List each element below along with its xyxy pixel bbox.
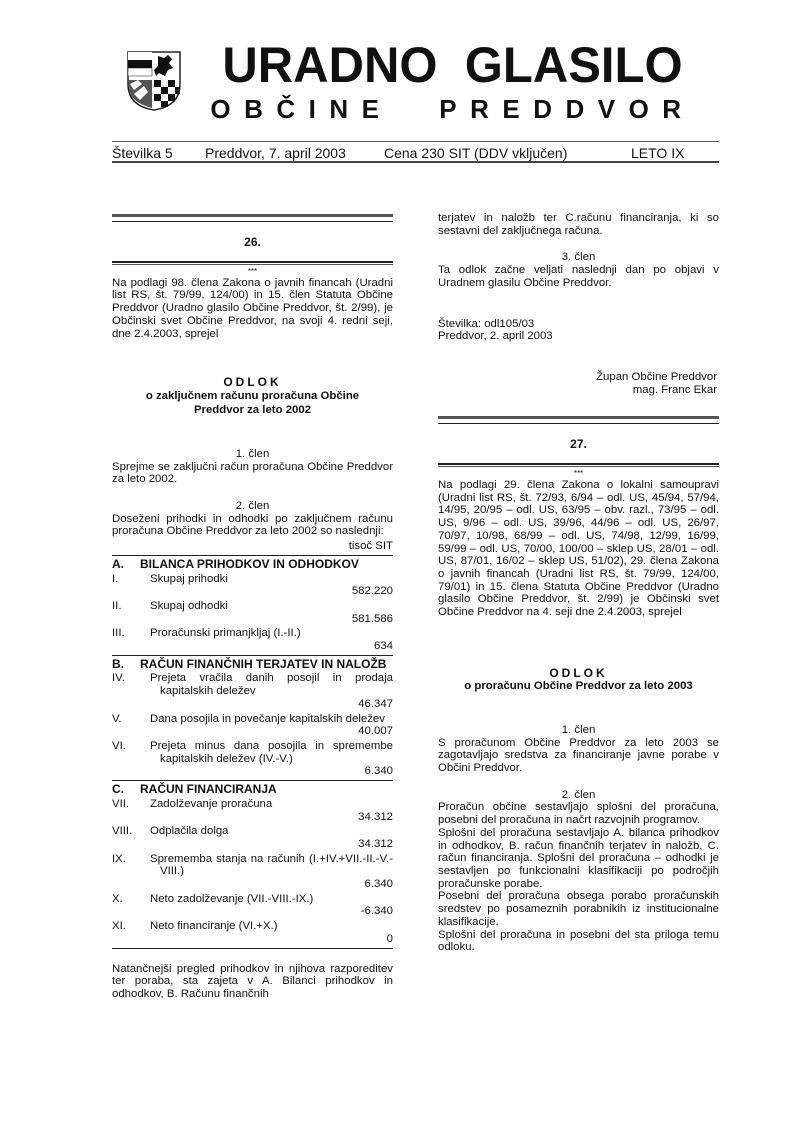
odlok-title: ODLOK xyxy=(549,665,608,680)
masthead-subtitle: OBČINE PREDDVOR xyxy=(210,94,695,124)
row-text: Zadolževanje proračuna xyxy=(150,797,273,810)
row-text: Skupaj prihodki xyxy=(150,572,228,585)
article-text: Ta odlok začne veljati naslednji dan po objavi v Uradnem glasilu Občine Preddvor. xyxy=(438,264,719,289)
table-row xyxy=(112,573,393,598)
row-number: IX. xyxy=(112,852,126,865)
row-text: Proračunski primanjkljaj (I.-II.) xyxy=(150,627,301,640)
odlok-subtitle: Preddvor za leto 2002 xyxy=(193,404,312,417)
article-title: 3. člen xyxy=(561,251,596,264)
row-value: 581.586 xyxy=(351,612,393,625)
table-row xyxy=(112,740,393,778)
divider xyxy=(112,161,719,163)
divider xyxy=(112,655,393,656)
intro-paragraph: Na podlagi 29. člena Zakona o lokalni samoupravi (Uradni list RS, št. 72/93, 6/94 – odl. US, 45/94, 57/94, 14/95, 20/95 – odl. US, 63/95 – obv. razl., 73/95 – odl. US, 9/96 – odl. US, 39/96, 44/96 – odl. US, 26/97, 70/97, 10/98, 68/99 – odl. US, 74/98, 12/99, 16/99, 59/99 – odl. US, 70/00, 100/00 – sklep US, 28/01 – odl. US, 87/01, 16/02 – sklep US, 51/02), 29. člena Zakona o javnih financah (Uradni list RS, št. 79/99, 124/00, 79/01) in 15. člena Statuta Občine Preddvor (Uradno glasilo Občine Preddvor, št. 2/99) je Občinski svet Občine Preddvor na 4. seji dne 2.4.2003, sprejel xyxy=(438,479,719,619)
section-number: 26. xyxy=(244,235,261,249)
issue-number: Številka 5 xyxy=(112,145,173,161)
signer-role: Župan Občine Preddvor xyxy=(596,370,717,383)
separator-stars: *** xyxy=(573,469,584,479)
table-row xyxy=(112,672,393,710)
table-row xyxy=(112,853,393,891)
article-text xyxy=(438,801,719,953)
row-value: 6.340 xyxy=(364,878,393,891)
document-number: Številka: odl105/03 xyxy=(438,317,535,330)
article-title: 2. člen xyxy=(561,788,596,801)
table-row xyxy=(112,713,393,738)
row-value: 582.220 xyxy=(351,585,393,598)
divider xyxy=(112,948,393,949)
divider xyxy=(438,416,719,424)
row-number: VII. xyxy=(112,797,130,810)
masthead-title: URADNO GLASILO xyxy=(222,37,683,93)
issue-place-date: Preddvor, 7. april 2003 xyxy=(205,145,346,161)
signer-name: mag. Franc Ekar xyxy=(632,383,717,396)
article-text: S proračunom Občine Preddvor za leto 2003 se zagotavljajo sredstva za financiranje javne porabe v Občini Preddvor. xyxy=(438,736,719,775)
issue-price: Cena 230 SIT (DDV vključen) xyxy=(384,145,568,161)
section-title: RAČUN FINANCIRANJA xyxy=(140,782,277,797)
row-number: X. xyxy=(112,892,123,905)
unit-label: tisoč SIT xyxy=(348,540,393,553)
section-label: B. xyxy=(112,656,124,671)
section-title: RAČUN FINANČNIH TERJATEV IN NALOŽB xyxy=(140,656,387,671)
row-text: Prejeta minus dana posojila in spremembe kapitalskih deležev (IV.-V.) xyxy=(150,739,393,765)
left-column xyxy=(112,214,393,1001)
row-value: 634 xyxy=(373,640,393,653)
row-value: 6.340 xyxy=(364,765,393,778)
row-number: XI. xyxy=(112,920,126,933)
section-label: C. xyxy=(112,782,124,797)
row-number: II. xyxy=(112,599,122,612)
article-title: 2. člen xyxy=(235,500,270,513)
table-row xyxy=(112,920,393,945)
article-text: Doseženi prihodki in odhodki po zaključnem računu proračuna Občine Preddvor za leto 2002 so naslednji: xyxy=(112,512,393,538)
row-text: Skupaj odhodki xyxy=(150,599,228,612)
article-text: Sprejme se zaključni račun proračuna Občine Preddvor za leto 2002. xyxy=(112,460,393,486)
odlok-subtitle: o zaključnem računu proračuna Občine xyxy=(145,389,360,402)
row-text: Dana posojila in povečanje kapitalskih deležev xyxy=(150,712,385,725)
row-number: VIII. xyxy=(112,825,133,838)
article-title: 1. člen xyxy=(235,447,270,460)
row-number: V. xyxy=(112,712,122,725)
row-text: Neto zadolževanje (VII.-VIII.-IX.) xyxy=(150,892,314,905)
row-number: VI. xyxy=(112,739,126,752)
odlok-subtitle: o proračunu Občine Preddvor za leto 2003 xyxy=(464,680,693,693)
section-label: A. xyxy=(112,556,124,571)
row-text: Neto financiranje (VI.+X.) xyxy=(150,920,278,933)
table-row xyxy=(112,798,393,823)
table-section-heading xyxy=(112,558,393,571)
continuation-paragraph: terjatev in naložb ter C.računu financiranja, ki so sestavni del zaključnega računa. xyxy=(438,212,719,237)
row-number: IV. xyxy=(112,672,125,685)
separator-stars: *** xyxy=(247,266,258,276)
document-place-date: Preddvor, 2. april 2003 xyxy=(438,330,553,343)
row-number: III. xyxy=(112,627,125,640)
row-number: I. xyxy=(112,572,119,585)
row-text: Sprememba stanja na računih (I.+IV.+VII.-II.-V.-VIII.) xyxy=(150,852,393,878)
row-value: 0 xyxy=(386,932,393,945)
odlok-title: ODLOK xyxy=(223,375,282,390)
row-value: 40.007 xyxy=(358,725,393,738)
divider xyxy=(438,463,719,467)
divider xyxy=(112,214,393,222)
intro-paragraph: Na podlagi 98. člena Zakona o javnih financah (Uradni list RS, št. 79/99, 124/00) in 15. člen Statuta Občine Preddvor (Uradno glasilo Občine Preddvor, št. 2/99), je Občinski svet Občine Preddvor, na svoji 4. redni seji, dne 2.4.2003, sprejel xyxy=(112,276,393,340)
row-text: Prejeta vračila danih posojil in prodaja kapitalskih deležev xyxy=(150,672,393,698)
paragraph: Proračun občine sestavljajo splošni del proračuna, posebni del proračuna in načrt razvojnih programov. xyxy=(438,801,719,827)
row-text: Odplačila dolga xyxy=(150,825,229,838)
divider xyxy=(112,261,393,265)
paragraph: Splošni del proračuna sestavljajo A. bilanca prihodkov in odhodkov, B. račun finančnih terjatev in naložb, C. račun financiranja. Splošni del proračuna – odhodki je sestavljen po funkcionalni klasifikaciji po področjih proračunske porabe. xyxy=(438,826,719,890)
paragraph: Posebni del proračuna obsega porabo proračunskih sredstev po posameznih porabnikih iz institucionalne klasifikacije. xyxy=(438,890,719,928)
table-section-heading xyxy=(112,658,393,671)
table-row xyxy=(112,627,393,652)
row-value: 34.312 xyxy=(358,837,393,850)
divider xyxy=(112,555,393,556)
article-title: 1. člen xyxy=(561,723,596,736)
section-number: 27. xyxy=(570,437,587,452)
right-column xyxy=(438,212,719,954)
divider xyxy=(112,141,719,142)
table-row xyxy=(112,893,393,918)
closing-paragraph: Natančnejši pregled prihodkov in njihova razporeditev ter poraba, sta zajeta v A. Bilanci prihodkov in odhodkov, B. Računu finančnih xyxy=(112,962,393,1000)
budget-table xyxy=(112,555,393,946)
table-section-heading xyxy=(112,783,393,796)
row-value: -6.340 xyxy=(360,905,393,918)
issue-year: LETO IX xyxy=(631,145,685,161)
section-title: BILANCA PRIHODKOV IN ODHODKOV xyxy=(140,556,359,571)
coat-of-arms-logo xyxy=(126,50,182,112)
table-row xyxy=(112,600,393,625)
table-row xyxy=(112,825,393,850)
divider xyxy=(112,780,393,781)
row-value: 46.347 xyxy=(358,697,393,710)
paragraph: Splošni del proračuna in posebni del sta priloga temu odloku. xyxy=(438,928,719,954)
row-value: 34.312 xyxy=(358,810,393,823)
